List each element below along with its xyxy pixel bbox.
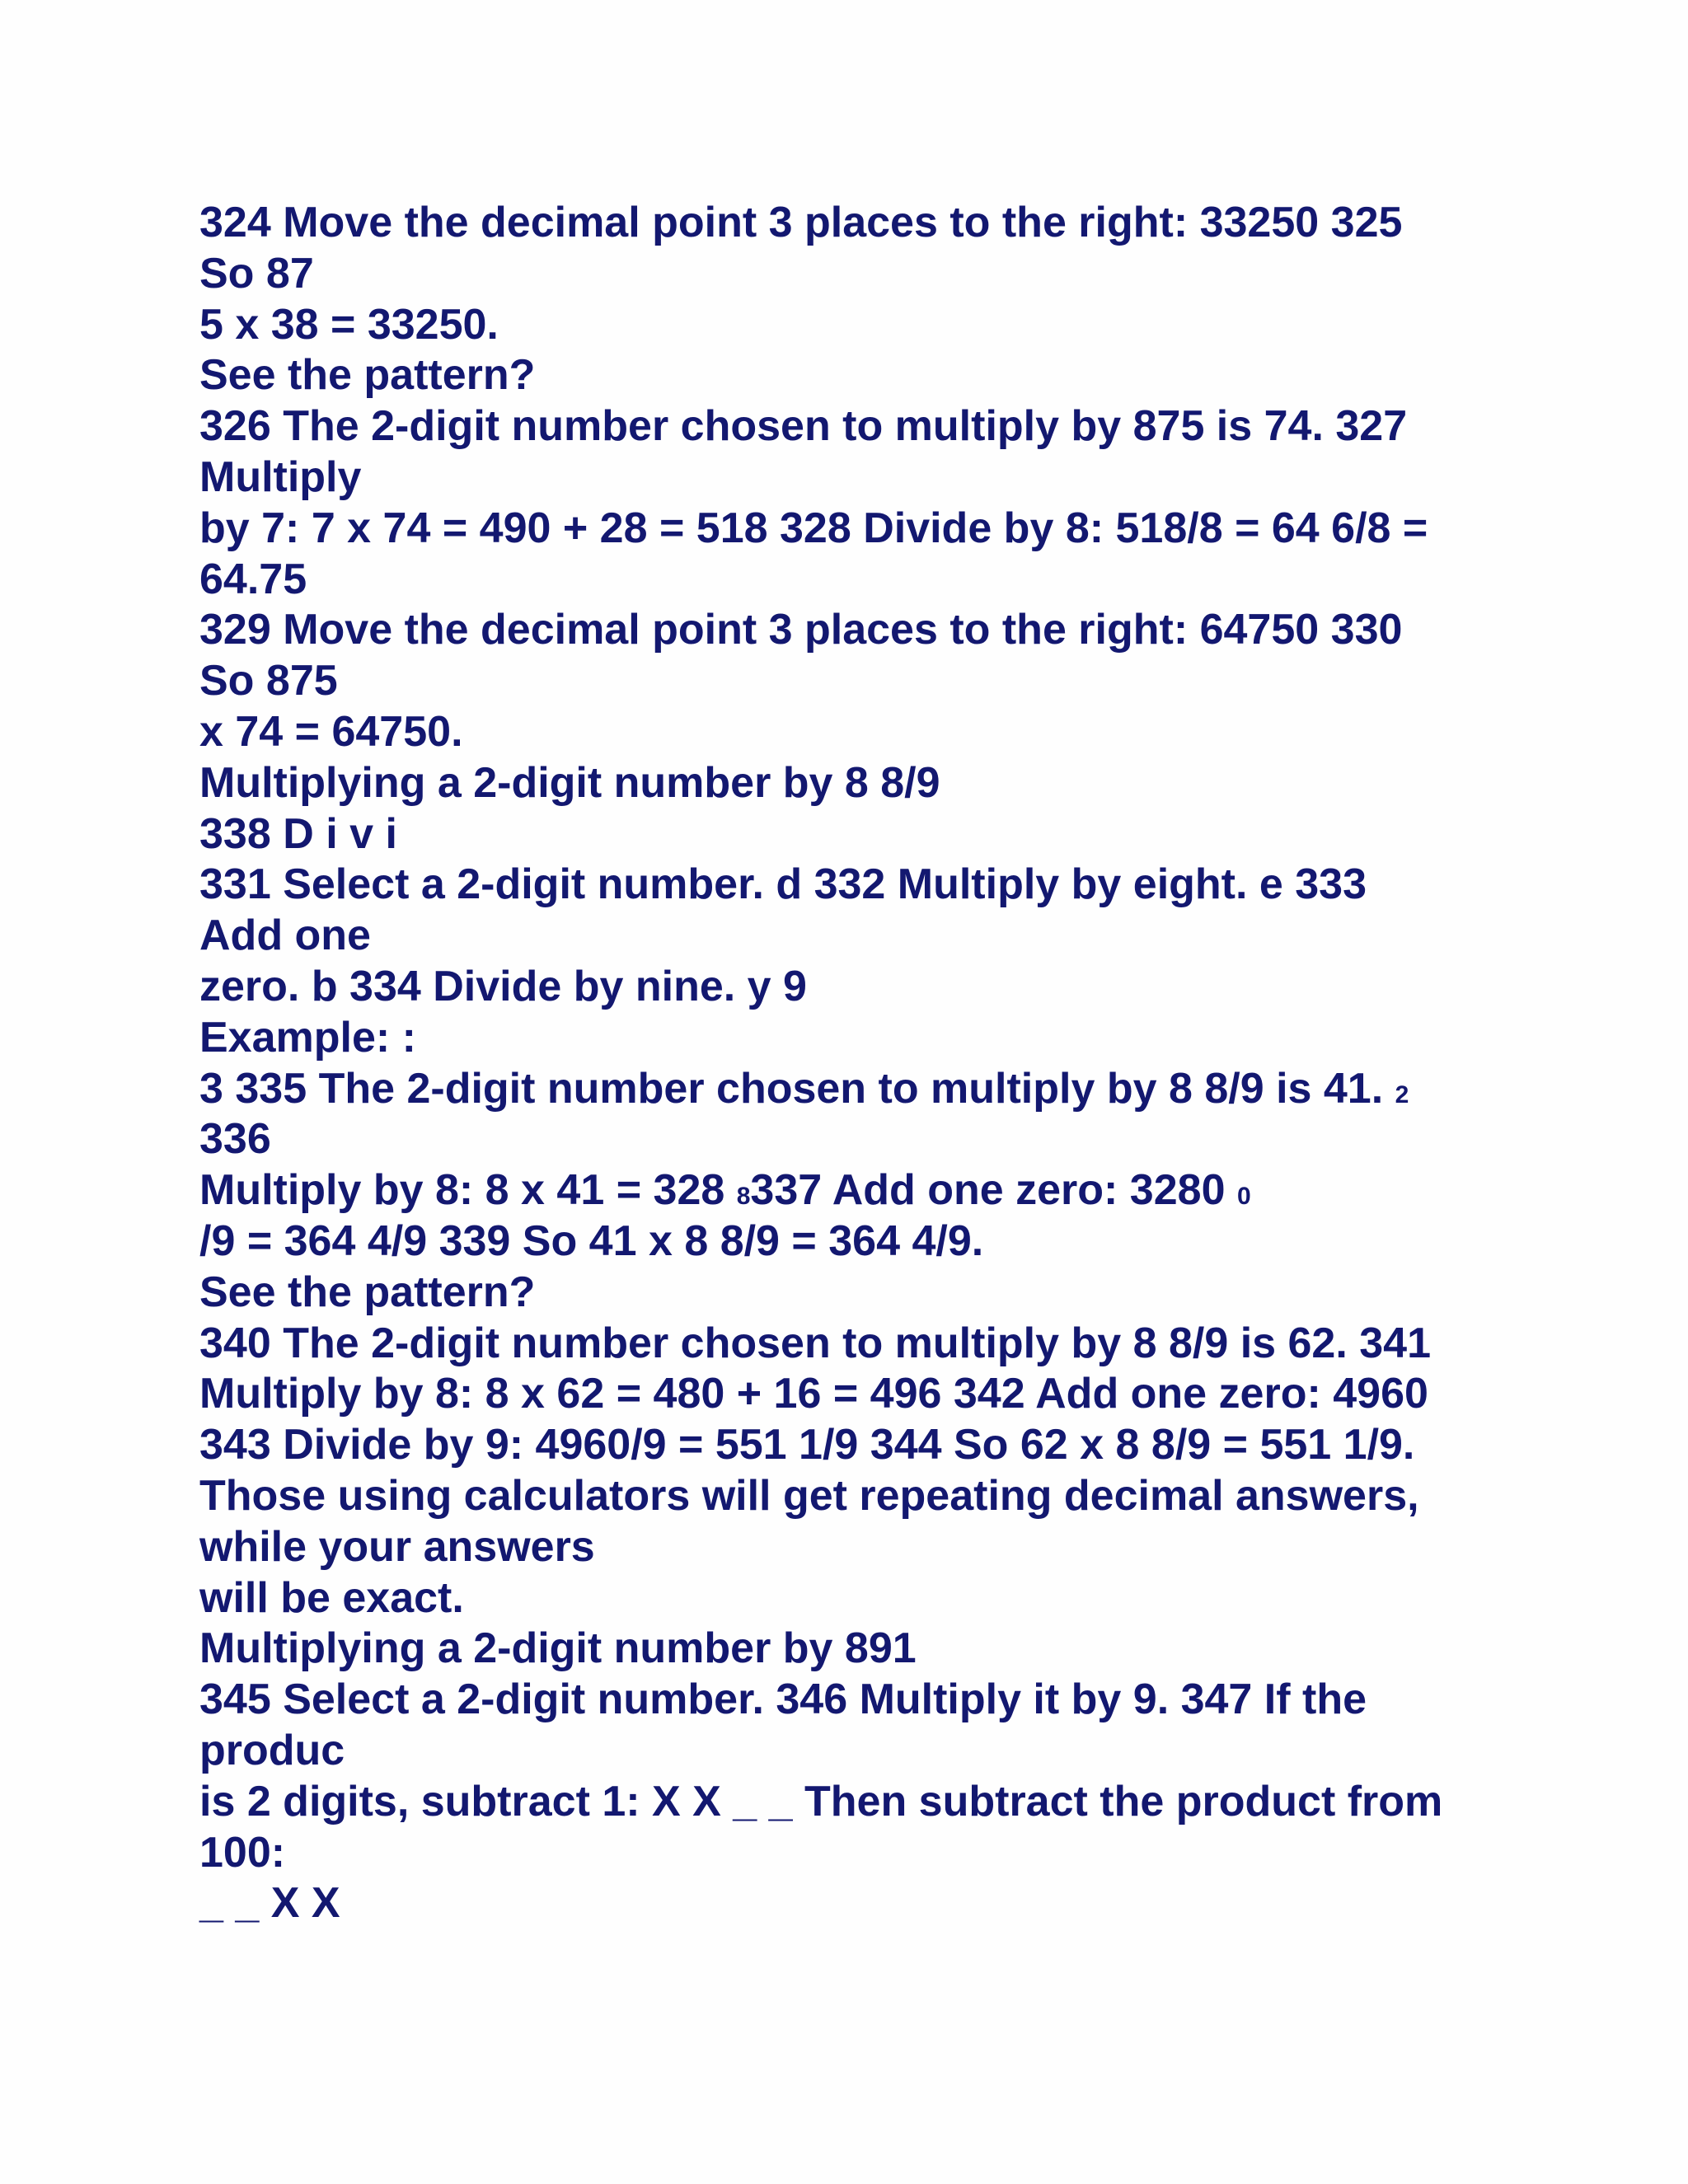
- text-line: 329 Move the decimal point 3 places to the right: 64750 330: [199, 606, 1403, 654]
- text-line: Add one: [199, 912, 371, 960]
- text-line: See the pattern?: [199, 351, 536, 400]
- text-line: produc: [199, 1726, 345, 1774]
- text-segment: 337 Add one zero: 3280: [750, 1166, 1226, 1215]
- text-body: [199, 198, 1485, 1929]
- text-line: _ _ X X: [199, 1879, 340, 1928]
- text-line: Those using calculators will get repeating decimal answers,: [199, 1471, 1419, 1520]
- text-line: 336: [199, 1115, 271, 1164]
- text-line: while your answers: [199, 1522, 595, 1571]
- text-line: /9 = 364 4/9 339 So 41 x 8 8/9 = 364 4/9.: [199, 1216, 984, 1265]
- text-line: So 87: [199, 249, 314, 298]
- text-line: 64.75: [199, 555, 307, 603]
- text-segment: 3 335 The 2-digit number chosen to multiply by 8 8/9 is 41.: [199, 1064, 1384, 1113]
- text-segment: Multiply by 8: 8 x 41 = 328: [199, 1166, 725, 1215]
- text-line: is 2 digits, subtract 1: X X _ _ Then subtract the product from: [199, 1777, 1443, 1825]
- text-line: will be exact.: [199, 1573, 464, 1622]
- text-line: 100:: [199, 1828, 286, 1877]
- text-line: Multiply by 8: 8 x 62 = 480 + 16 = 496 342 Add one zero: 4960: [199, 1370, 1428, 1418]
- small-text: 0: [1236, 1183, 1251, 1211]
- text-line: zero. b 334 Divide by nine. y 9: [199, 962, 807, 1010]
- small-text: 2: [1395, 1080, 1409, 1108]
- section-heading: Multiplying a 2-digit number by 8 8/9: [199, 758, 940, 807]
- text-line: 338 D i v i: [199, 809, 397, 858]
- text-line: [199, 1165, 1485, 1216]
- text-line: 5 x 38 = 33250.: [199, 300, 499, 349]
- text-line: Multiply: [199, 452, 362, 501]
- text-line: x 74 = 64750.: [199, 707, 463, 756]
- text-line: 340 The 2-digit number chosen to multiply by 8 8/9 is 62. 341: [199, 1319, 1432, 1367]
- text-line: Example: :: [199, 1013, 416, 1062]
- text-line: 343 Divide by 9: 4960/9 = 551 1/9 344 So 62 x 8 8/9 = 551 1/9.: [199, 1421, 1415, 1469]
- text-line: 326 The 2-digit number chosen to multiply by 875 is 74. 327: [199, 402, 1408, 451]
- text-line: So 875: [199, 657, 338, 705]
- text-line: 331 Select a 2-digit number. d 332 Multiply by eight. e 333: [199, 860, 1367, 909]
- text-line: [199, 1064, 1485, 1115]
- text-line: by 7: 7 x 74 = 490 + 28 = 518 328 Divide by 8: 518/8 = 64 6/8 =: [199, 504, 1428, 552]
- text-line: See the pattern?: [199, 1268, 536, 1316]
- small-text: 8: [736, 1183, 751, 1211]
- text-line: 324 Move the decimal point 3 places to the right: 33250 325: [199, 199, 1403, 246]
- text-line: 345 Select a 2-digit number. 346 Multiply it by 9. 347 If the: [199, 1675, 1367, 1724]
- section-heading: Multiplying a 2-digit number by 891: [199, 1624, 917, 1673]
